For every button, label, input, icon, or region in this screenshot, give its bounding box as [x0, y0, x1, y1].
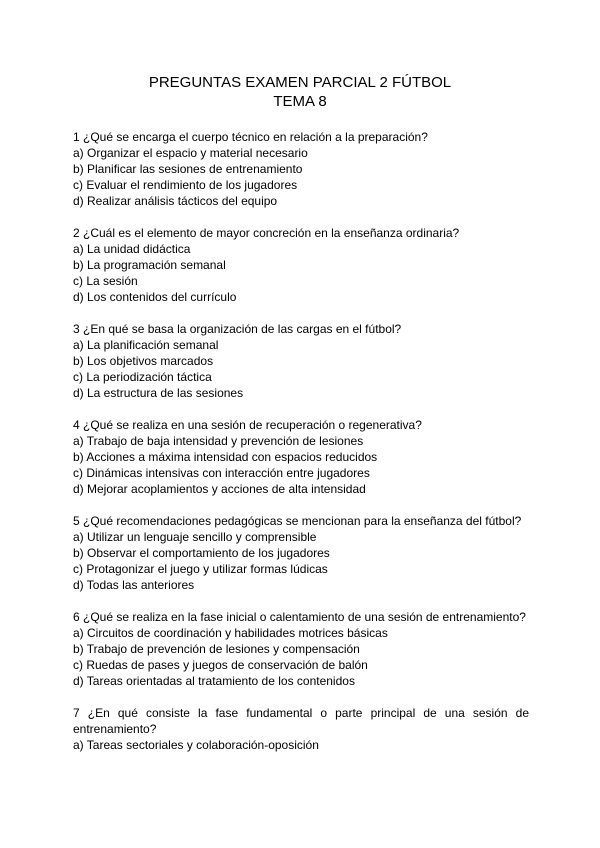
question-5 — [73, 513, 529, 593]
option-c: c) La sesión — [73, 274, 138, 288]
question-text: 7 ¿En qué consiste la fase fundamental o parte principal de una sesión de entrenamiento? — [73, 706, 529, 736]
option-c: c) Dinámicas intensivas con interacción entre jugadores — [73, 466, 370, 480]
option-c: c) La periodización táctica — [73, 370, 212, 384]
option-b: b) Los objetivos marcados — [73, 354, 214, 368]
option-a: a) La unidad didáctica — [73, 242, 191, 256]
question-list — [73, 129, 529, 769]
question-text: 5 ¿Qué recomendaciones pedagógicas se mencionan para la enseñanza del fútbol? — [73, 514, 522, 528]
question-1 — [73, 129, 529, 209]
option-d: d) Realizar análisis tácticos del equipo — [73, 194, 278, 208]
question-4 — [73, 417, 529, 497]
option-c: c) Evaluar el rendimiento de los jugadores — [73, 178, 298, 192]
option-a: a) La planificación semanal — [73, 338, 219, 352]
option-a: a) Trabajo de baja intensidad y prevención de lesiones — [73, 434, 364, 448]
option-d: d) La estructura de las sesiones — [73, 386, 244, 400]
question-text: 1 ¿Qué se encarga el cuerpo técnico en relación a la preparación? — [73, 130, 428, 144]
question-3 — [73, 321, 529, 401]
question-text: 3 ¿En qué se basa la organización de las cargas en el fútbol? — [73, 322, 402, 336]
question-6 — [73, 609, 529, 689]
document-title: PREGUNTAS EXAMEN PARCIAL 2 FÚTBOL — [148, 74, 452, 91]
option-d: d) Tareas orientadas al tratamiento de los contenidos — [73, 674, 355, 688]
question-text: 6 ¿Qué se realiza en la fase inicial o calentamiento de una sesión de entrenamiento? — [73, 610, 526, 624]
title-block — [0, 73, 600, 111]
question-2 — [73, 225, 529, 305]
option-a: a) Tareas sectoriales y colaboración-oposición — [73, 738, 319, 752]
option-b: b) Planificar las sesiones de entrenamiento — [73, 162, 303, 176]
option-a: a) Organizar el espacio y material necesario — [73, 146, 308, 160]
document-subtitle: TEMA 8 — [273, 93, 327, 110]
option-d: d) Los contenidos del currículo — [73, 290, 237, 304]
option-c: c) Protagonizar el juego y utilizar formas lúdicas — [73, 562, 328, 576]
option-b: b) Trabajo de prevención de lesiones y compensación — [73, 642, 360, 656]
question-text: 4 ¿Qué se realiza en una sesión de recuperación o regenerativa? — [73, 418, 422, 432]
option-b: b) La programación semanal — [73, 258, 226, 272]
question-text: 2 ¿Cuál es el elemento de mayor concreción en la enseñanza ordinaria? — [73, 226, 460, 240]
option-c: c) Ruedas de pases y juegos de conservación de balón — [73, 658, 368, 672]
option-d: d) Mejorar acoplamientos y acciones de alta intensidad — [73, 482, 366, 496]
option-d: d) Todas las anteriores — [73, 578, 195, 592]
option-b: b) Observar el comportamiento de los jugadores — [73, 546, 330, 560]
option-a: a) Circuitos de coordinación y habilidades motrices básicas — [73, 626, 388, 640]
question-7 — [73, 705, 529, 753]
option-b: b) Acciones a máxima intensidad con espacios reducidos — [73, 450, 378, 464]
option-a: a) Utilizar un lenguaje sencillo y comprensible — [73, 530, 317, 544]
